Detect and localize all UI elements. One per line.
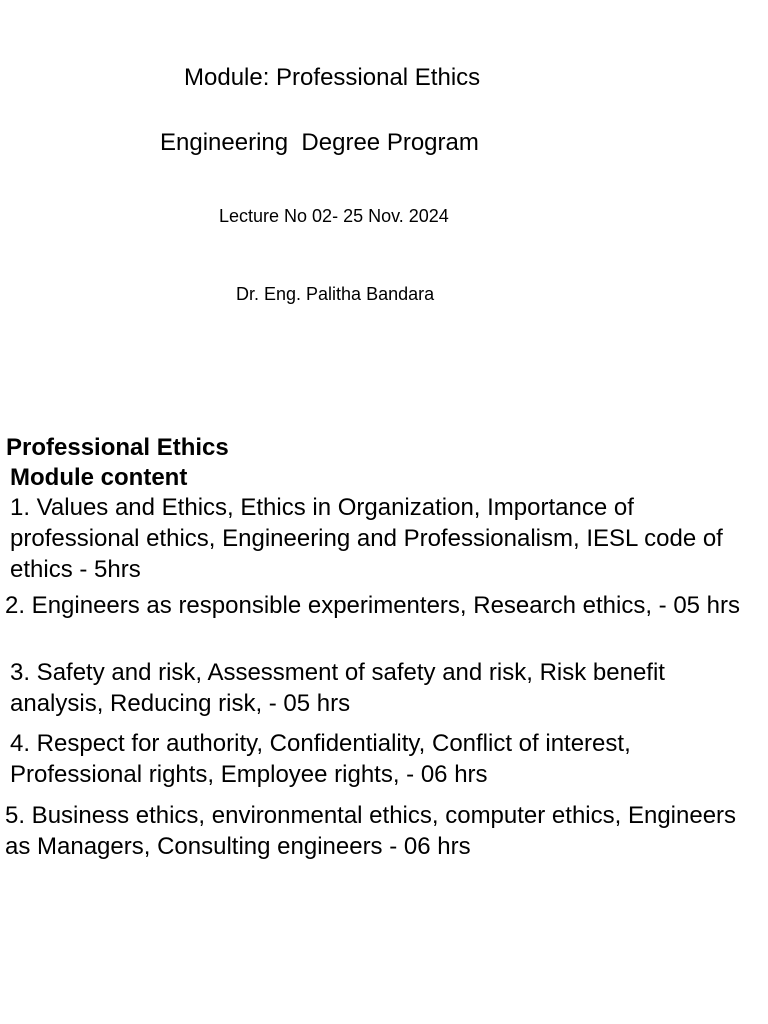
- program-title: Engineering Degree Program: [160, 129, 479, 156]
- author-name: Dr. Eng. Palitha Bandara: [236, 284, 435, 304]
- content-item-5: 5. Business ethics, environmental ethics, computer ethics, Engineers as Managers, Consulting engineers - 06 hrs: [5, 802, 737, 860]
- content-item-4: 4. Respect for authority, Confidentiality, Conflict of interest, Professional rights, Employee rights, - 06 hrs: [10, 730, 631, 788]
- lecture-info: Lecture No 02- 25 Nov. 2024: [219, 206, 449, 226]
- section-subheading: Module content: [10, 464, 188, 491]
- content-item-1: 1. Values and Ethics, Ethics in Organization, Importance of professional ethics, Engineering and Professionalism, IESL code of ethics - 5hrs: [10, 494, 723, 583]
- content-item-2: 2. Engineers as responsible experimenters, Research ethics, - 05 hrs: [5, 592, 741, 619]
- section-heading: Professional Ethics: [6, 434, 229, 461]
- content-item-3: 3. Safety and risk, Assessment of safety and risk, Risk benefit analysis, Reducing risk, - 05 hrs: [10, 659, 665, 717]
- module-title: Module: Professional Ethics: [184, 64, 481, 91]
